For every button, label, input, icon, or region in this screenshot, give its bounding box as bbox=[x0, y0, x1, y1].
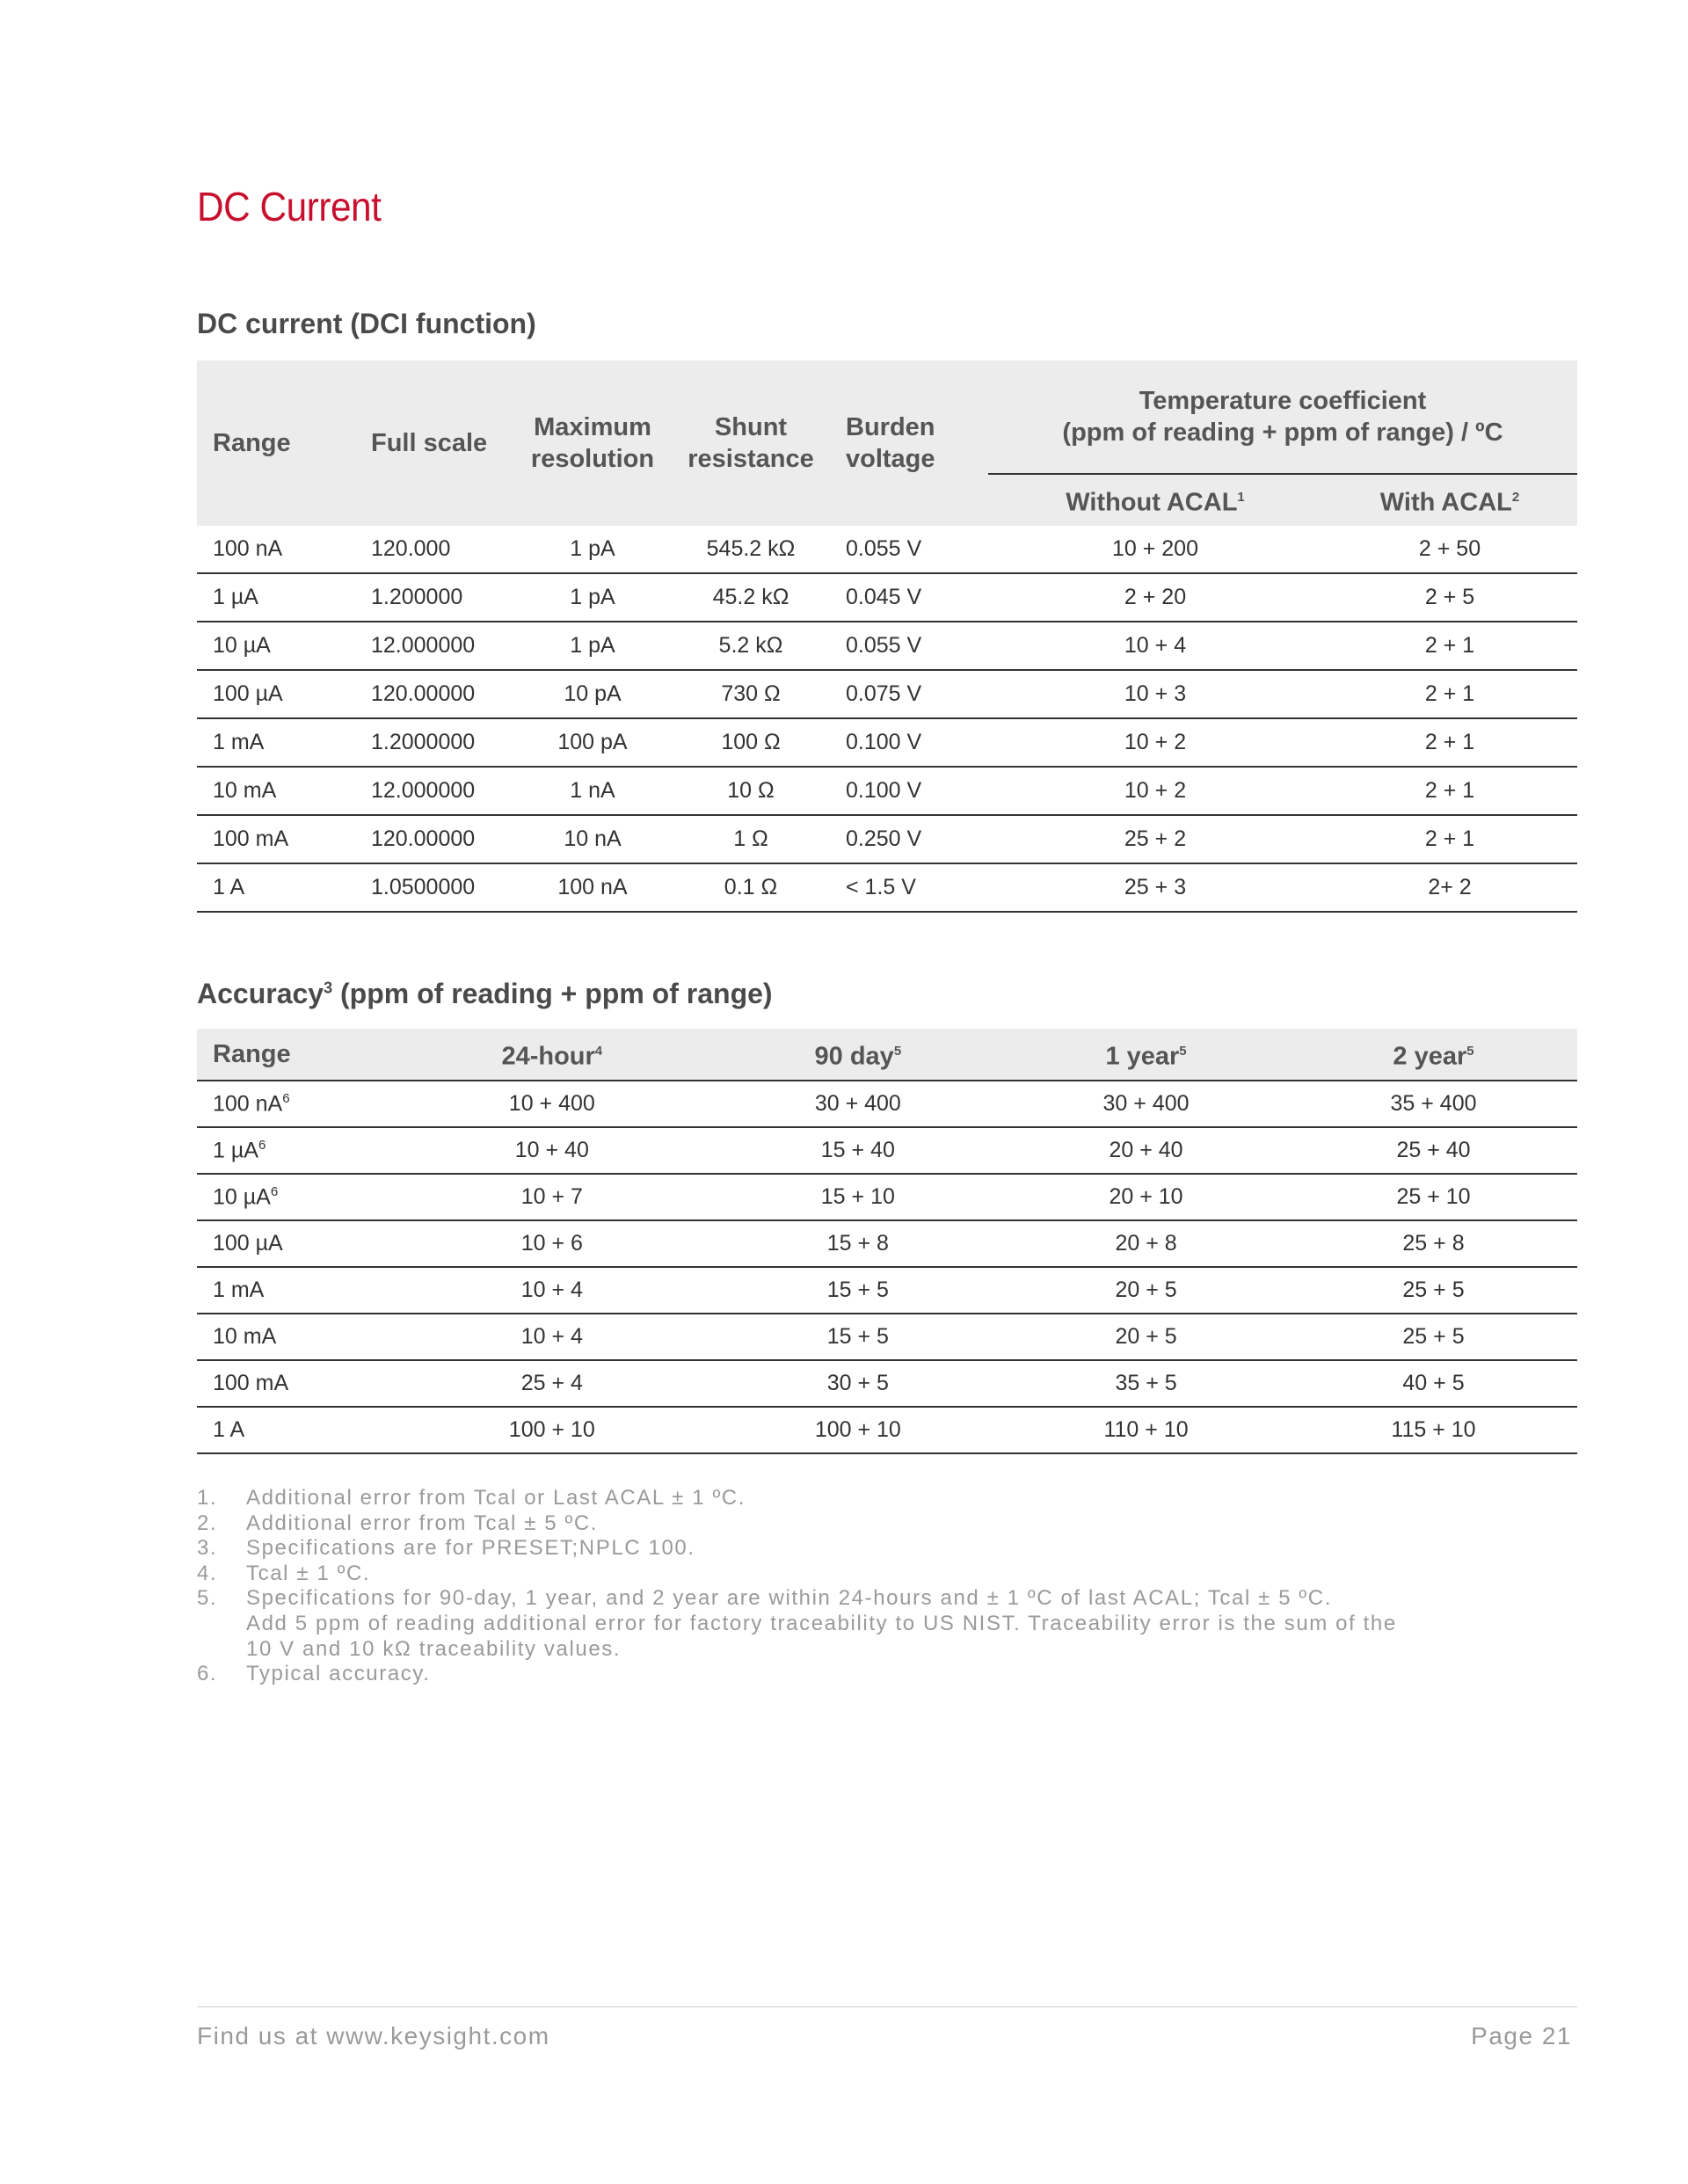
cell-range bbox=[197, 1267, 390, 1314]
cell-resolution: 100 pA bbox=[513, 718, 672, 767]
cell-shunt: 0.1 Ω bbox=[672, 863, 830, 912]
cell-d90: 100 + 10 bbox=[714, 1407, 1002, 1453]
dci-specs-table bbox=[197, 360, 1577, 913]
cell-shunt: 10 Ω bbox=[672, 767, 830, 815]
cell-range bbox=[197, 1081, 390, 1127]
table-row bbox=[197, 622, 1577, 670]
cell-shunt: 545.2 kΩ bbox=[672, 526, 830, 573]
footnote-item bbox=[197, 1536, 1397, 1562]
header-2-year: 2 year$^5$ bbox=[1290, 1029, 1577, 1081]
cell-y1: 20 + 10 bbox=[1002, 1174, 1290, 1220]
accuracy-table bbox=[197, 1029, 1577, 1454]
cell-y2: 25 + 10 bbox=[1290, 1174, 1577, 1220]
header-with-acal: With ACAL$^2$ bbox=[1322, 474, 1577, 526]
cell-without-acal: 10 + 4 bbox=[988, 622, 1322, 670]
cell-h24: 10 + 6 bbox=[390, 1220, 714, 1267]
cell-range bbox=[197, 1127, 390, 1174]
cell-range: 1 µA bbox=[197, 573, 355, 622]
cell-full-scale: 120.00000 bbox=[355, 670, 513, 718]
cell-h24: 10 + 400 bbox=[390, 1081, 714, 1127]
table-row bbox=[197, 718, 1577, 767]
footnote-number: 4. bbox=[197, 1561, 218, 1585]
table-row bbox=[197, 1081, 1577, 1127]
cell-y2: 25 + 5 bbox=[1290, 1267, 1577, 1314]
range-label: 100 mA bbox=[213, 1371, 289, 1395]
cell-with-acal: 2+ 2 bbox=[1322, 863, 1577, 912]
cell-h24: 10 + 4 bbox=[390, 1267, 714, 1314]
cell-with-acal: 2 + 1 bbox=[1322, 767, 1577, 815]
cell-full-scale: 1.2000000 bbox=[355, 718, 513, 767]
header-temperature-coefficient: Temperature coefficient (ppm of reading + ppm of range) / ºC bbox=[988, 360, 1577, 474]
cell-range: 10 µA bbox=[197, 622, 355, 670]
footnote-text: Additional error from Tcal ± 5 ºC. bbox=[246, 1511, 599, 1535]
cell-d90: 15 + 10 bbox=[714, 1174, 1002, 1220]
cell-shunt: 100 Ω bbox=[672, 718, 830, 767]
footnote-text: Specifications for 90-day, 1 year, and 2 year are within 24-hours and ± 1 ºC of last ACAL; Tcal ± 5 ºC. bbox=[246, 1586, 1333, 1611]
header-acc-range: Range bbox=[197, 1029, 390, 1081]
cell-shunt: 45.2 kΩ bbox=[672, 573, 830, 622]
cell-y2: 25 + 40 bbox=[1290, 1127, 1577, 1174]
cell-full-scale: 12.000000 bbox=[355, 767, 513, 815]
cell-y1: 20 + 40 bbox=[1002, 1127, 1290, 1174]
cell-range bbox=[197, 1314, 390, 1360]
cell-y1: 30 + 400 bbox=[1002, 1081, 1290, 1127]
cell-y2: 25 + 8 bbox=[1290, 1220, 1577, 1267]
cell-resolution: 1 nA bbox=[513, 767, 672, 815]
header-without-acal: Without ACAL$^1$ bbox=[988, 474, 1322, 526]
cell-y1: 110 + 10 bbox=[1002, 1407, 1290, 1453]
footnote-text: Additional error from Tcal or Last ACAL ± 1 ºC. bbox=[246, 1486, 746, 1510]
table-row bbox=[197, 767, 1577, 815]
table-row bbox=[197, 573, 1577, 622]
footnote-item bbox=[197, 1486, 1397, 1511]
cell-without-acal: 10 + 2 bbox=[988, 767, 1322, 815]
cell-y2: 40 + 5 bbox=[1290, 1360, 1577, 1407]
cell-resolution: 10 pA bbox=[513, 670, 672, 718]
cell-range: 1 mA bbox=[197, 718, 355, 767]
cell-y1: 20 + 5 bbox=[1002, 1314, 1290, 1360]
cell-with-acal: 2 + 1 bbox=[1322, 622, 1577, 670]
cell-range bbox=[197, 1220, 390, 1267]
cell-y2: 35 + 400 bbox=[1290, 1081, 1577, 1127]
cell-h24: 10 + 4 bbox=[390, 1314, 714, 1360]
cell-y2: 25 + 5 bbox=[1290, 1314, 1577, 1360]
cell-h24: 100 + 10 bbox=[390, 1407, 714, 1453]
footnote-item bbox=[197, 1511, 1397, 1537]
cell-shunt: 730 Ω bbox=[672, 670, 830, 718]
cell-range: 100 mA bbox=[197, 815, 355, 863]
range-label: 1 mA bbox=[213, 1278, 265, 1302]
cell-resolution: 10 nA bbox=[513, 815, 672, 863]
table-row bbox=[197, 1360, 1577, 1407]
table-row bbox=[197, 526, 1577, 573]
cell-without-acal: 25 + 3 bbox=[988, 863, 1322, 912]
header-1-year: 1 year$^5$ bbox=[1002, 1029, 1290, 1081]
cell-without-acal: 10 + 200 bbox=[988, 526, 1322, 573]
cell-d90: 15 + 40 bbox=[714, 1127, 1002, 1174]
cell-h24: 25 + 4 bbox=[390, 1360, 714, 1407]
cell-with-acal: 2 + 1 bbox=[1322, 815, 1577, 863]
header-burden-voltage: Burden voltage bbox=[830, 360, 988, 526]
cell-full-scale: 120.000 bbox=[355, 526, 513, 573]
cell-resolution: 100 nA bbox=[513, 863, 672, 912]
footnote-item bbox=[197, 1662, 1397, 1687]
dci-table-title: DC current (DCI function) bbox=[197, 308, 536, 339]
cell-y1: 35 + 5 bbox=[1002, 1360, 1290, 1407]
range-label: 1 µA bbox=[213, 1138, 258, 1163]
table-row bbox=[197, 1127, 1577, 1174]
footnote-number: 2. bbox=[197, 1511, 218, 1535]
cell-burden: < 1.5 V bbox=[830, 863, 988, 912]
cell-range bbox=[197, 1174, 390, 1220]
header-90-day: 90 day$^5$ bbox=[714, 1029, 1002, 1081]
cell-shunt: 5.2 kΩ bbox=[672, 622, 830, 670]
cell-range: 10 mA bbox=[197, 767, 355, 815]
page-title: DC Current bbox=[197, 184, 382, 229]
cell-d90: 30 + 400 bbox=[714, 1081, 1002, 1127]
footnote-number: 3. bbox=[197, 1536, 218, 1561]
cell-resolution: 1 pA bbox=[513, 622, 672, 670]
header-max-resolution: Maximum resolution bbox=[513, 360, 672, 526]
cell-with-acal: 2 + 5 bbox=[1322, 573, 1577, 622]
header-range: Range bbox=[197, 360, 355, 526]
cell-without-acal: 10 + 3 bbox=[988, 670, 1322, 718]
header-24-hour: 24-hour$^4$ bbox=[390, 1029, 714, 1081]
page-number: Page 21 bbox=[1471, 2022, 1572, 2049]
cell-burden: 0.055 V bbox=[830, 622, 988, 670]
cell-y1: 20 + 5 bbox=[1002, 1267, 1290, 1314]
table-row bbox=[197, 1314, 1577, 1360]
cell-with-acal: 2 + 1 bbox=[1322, 718, 1577, 767]
table-row bbox=[197, 815, 1577, 863]
cell-without-acal: 10 + 2 bbox=[988, 718, 1322, 767]
cell-burden: 0.100 V bbox=[830, 767, 988, 815]
cell-with-acal: 2 + 1 bbox=[1322, 670, 1577, 718]
table-row bbox=[197, 1174, 1577, 1220]
footer-website: Find us at www.keysight.com bbox=[197, 2022, 550, 2049]
table-row bbox=[197, 1220, 1577, 1267]
range-label: 10 µA bbox=[213, 1184, 271, 1210]
cell-resolution: 1 pA bbox=[513, 526, 672, 573]
footnote-text: Tcal ± 1 ºC. bbox=[246, 1561, 371, 1585]
cell-without-acal: 2 + 20 bbox=[988, 573, 1322, 622]
footnotes bbox=[197, 1486, 1397, 1687]
footnote-text: Typical accuracy. bbox=[246, 1662, 431, 1686]
accuracy-table-title: Accuracy$^3$ (ppm of reading + ppm of range) bbox=[197, 978, 773, 1009]
cell-range bbox=[197, 1360, 390, 1407]
cell-full-scale: 1.200000 bbox=[355, 573, 513, 622]
header-shunt-resistance: Shunt resistance bbox=[672, 360, 830, 526]
footnote-ref: 6 bbox=[270, 1183, 279, 1199]
range-label: 10 mA bbox=[213, 1324, 277, 1349]
footnote-item bbox=[197, 1562, 1397, 1587]
table-row bbox=[197, 670, 1577, 718]
footnote-number: 6. bbox=[197, 1662, 218, 1686]
cell-resolution: 1 pA bbox=[513, 573, 672, 622]
cell-y2: 115 + 10 bbox=[1290, 1407, 1577, 1453]
cell-shunt: 1 Ω bbox=[672, 815, 830, 863]
cell-range: 1 A bbox=[197, 863, 355, 912]
cell-full-scale: 12.000000 bbox=[355, 622, 513, 670]
header-full-scale: Full scale bbox=[355, 360, 513, 526]
cell-range: 100 µA bbox=[197, 670, 355, 718]
footnote-item bbox=[197, 1586, 1397, 1662]
cell-full-scale: 120.00000 bbox=[355, 815, 513, 863]
footnote-text: 10 V and 10 kΩ traceability values. bbox=[246, 1636, 622, 1661]
cell-range: 100 nA bbox=[197, 526, 355, 573]
cell-h24: 10 + 40 bbox=[390, 1127, 714, 1174]
cell-burden: 0.045 V bbox=[830, 573, 988, 622]
cell-range bbox=[197, 1407, 390, 1453]
cell-h24: 10 + 7 bbox=[390, 1174, 714, 1220]
cell-d90: 30 + 5 bbox=[714, 1360, 1002, 1407]
table-row bbox=[197, 863, 1577, 912]
cell-without-acal: 25 + 2 bbox=[988, 815, 1322, 863]
footnote-text: Add 5 ppm of reading additional error for factory traceability to US NIST. Traceability error is the sum of the bbox=[246, 1611, 1397, 1635]
footnote-number: 5. bbox=[197, 1586, 218, 1611]
range-label: 1 A bbox=[213, 1417, 245, 1442]
cell-full-scale: 1.0500000 bbox=[355, 863, 513, 912]
cell-d90: 15 + 5 bbox=[714, 1314, 1002, 1360]
cell-burden: 0.055 V bbox=[830, 526, 988, 573]
cell-d90: 15 + 5 bbox=[714, 1267, 1002, 1314]
table-row bbox=[197, 1267, 1577, 1314]
cell-burden: 0.075 V bbox=[830, 670, 988, 718]
cell-d90: 15 + 8 bbox=[714, 1220, 1002, 1267]
table-row bbox=[197, 1407, 1577, 1453]
range-label: 100 nA bbox=[213, 1091, 283, 1117]
footnote-ref: 6 bbox=[258, 1137, 266, 1153]
footer-divider bbox=[197, 2006, 1577, 2007]
footnote-number: 1. bbox=[197, 1486, 218, 1510]
footnote-text: Specifications are for PRESET;NPLC 100. bbox=[246, 1536, 695, 1561]
cell-burden: 0.250 V bbox=[830, 815, 988, 863]
cell-burden: 0.100 V bbox=[830, 718, 988, 767]
range-label: 100 µA bbox=[213, 1231, 283, 1256]
cell-y1: 20 + 8 bbox=[1002, 1220, 1290, 1267]
footnote-ref: 6 bbox=[282, 1090, 290, 1106]
cell-with-acal: 2 + 50 bbox=[1322, 526, 1577, 573]
